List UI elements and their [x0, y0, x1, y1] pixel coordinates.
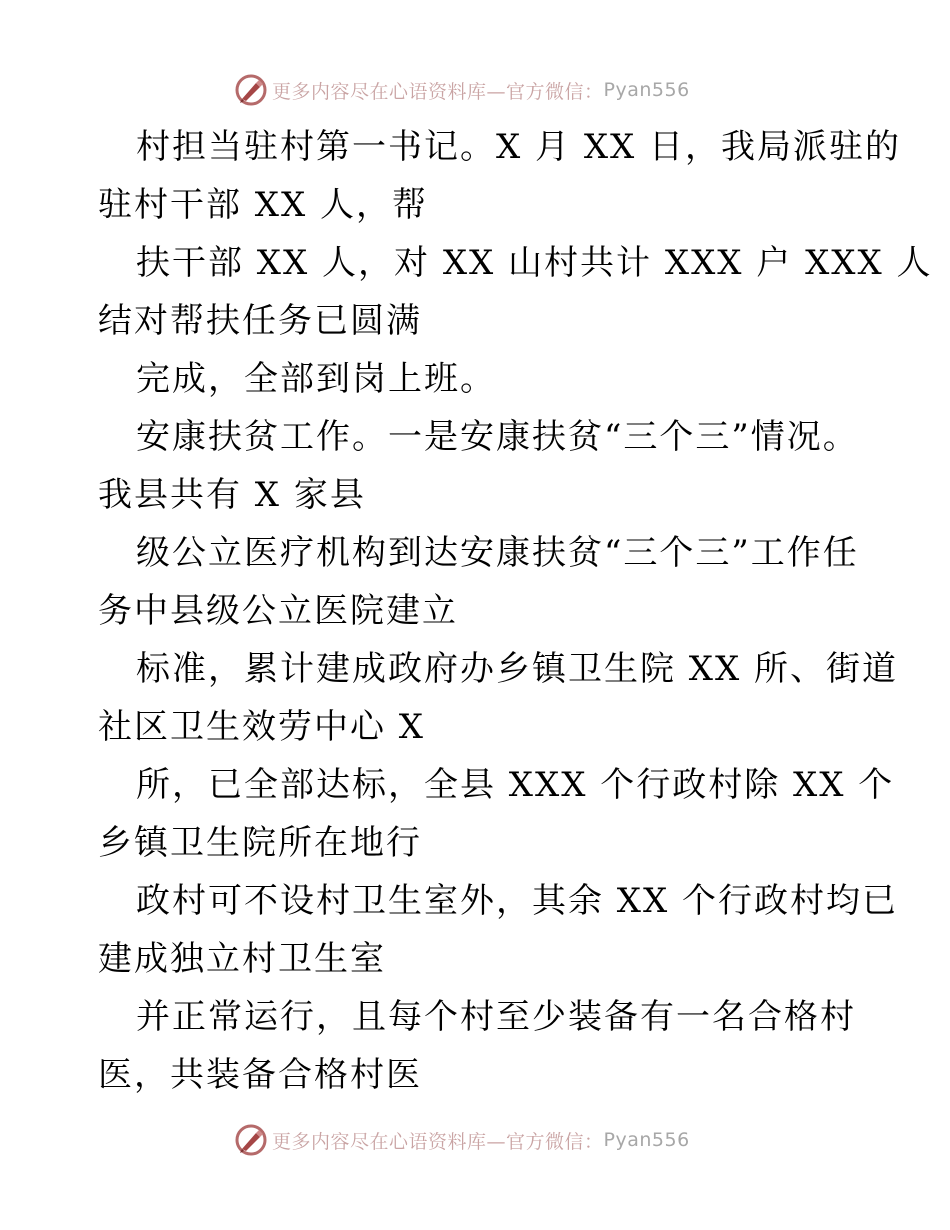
body-line: 完成，全部到岗上班。	[136, 359, 496, 399]
body-line: 所，已全部达标，全县 XXX 个行政村除 XX 个	[136, 765, 895, 805]
footer-watermark	[0, 1120, 950, 1160]
body-line: 标准，累计建成政府办乡镇卫生院 XX 所、街道	[136, 649, 899, 689]
body-line: 医，共装备合格村医	[98, 1055, 422, 1095]
body-line: 村担当驻村第一书记。X 月 XX 日，我局派驻的	[136, 127, 902, 167]
body-line: 政村可不设村卫生室外，其余 XX 个行政村均已	[136, 881, 899, 921]
body-line: 级公立医疗机构到达安康扶贫“三个三”工作任	[136, 533, 859, 573]
document-body	[98, 118, 933, 1104]
body-line: 扶干部 XX 人，对 XX 山村共计 XXX 户 XXX 人	[136, 243, 933, 283]
watermark-text: 更多内容尽在心语资料库—官方微信：	[272, 80, 604, 103]
body-line: 乡镇卫生院所在地行	[98, 823, 422, 863]
body-line: 驻村干部 XX 人，帮	[98, 185, 429, 225]
body-line: 并正常运行，且每个村至少装备有一名合格村	[136, 997, 856, 1037]
watermark-group	[234, 1120, 690, 1160]
watermark-group	[234, 70, 690, 110]
body-line: 建成独立村卫生室	[98, 939, 386, 979]
body-line: 结对帮扶任务已圆满	[98, 301, 422, 341]
header-watermark	[0, 70, 950, 110]
watermark-text: 更多内容尽在心语资料库—官方微信：	[272, 1130, 604, 1153]
body-line: 我县共有 X 家县	[98, 475, 366, 515]
body-line: 社区卫生效劳中心 X	[98, 707, 426, 747]
body-line: 安康扶贫工作。一是安康扶贫“三个三”情况。	[136, 417, 859, 457]
watermark-wechat-id: Pyan556	[603, 79, 690, 101]
pen-logo-icon	[234, 73, 268, 107]
watermark-wechat-id: Pyan556	[603, 1129, 690, 1151]
body-line: 务中县级公立医院建立	[98, 591, 458, 631]
pen-logo-icon	[234, 1123, 268, 1157]
